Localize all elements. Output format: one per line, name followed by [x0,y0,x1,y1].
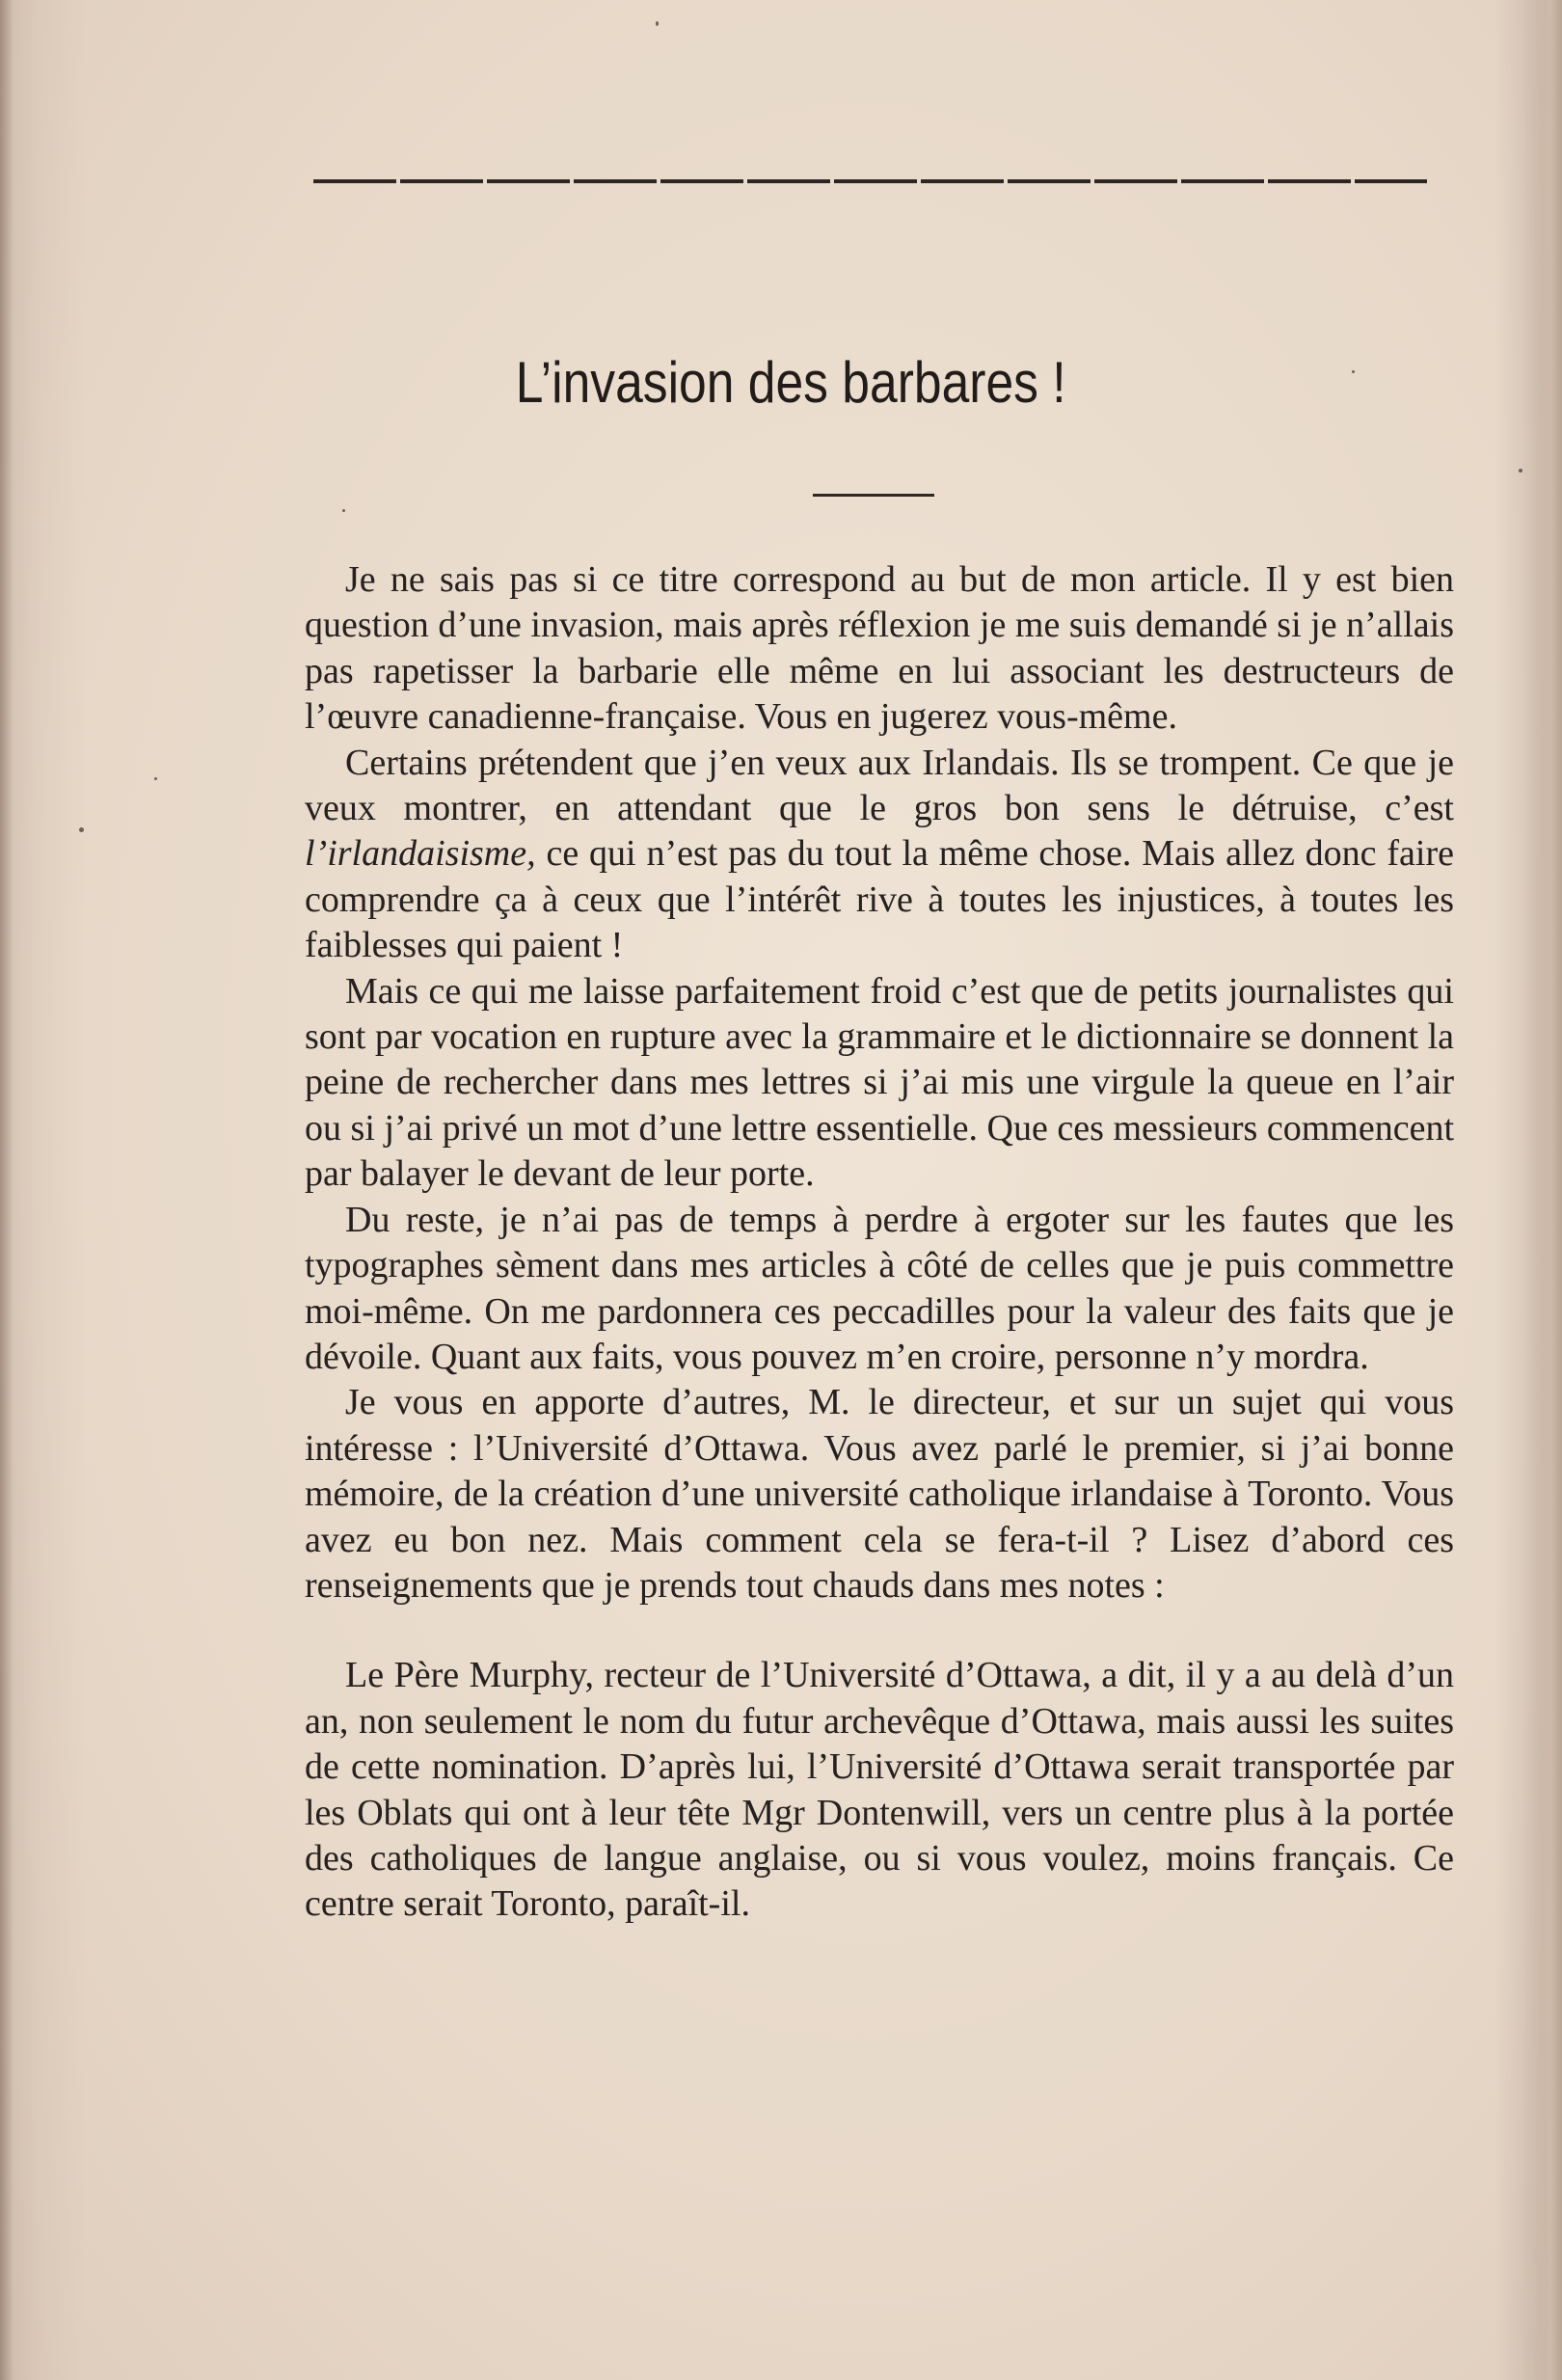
paragraph-4 [305,1198,1454,1381]
paper-speck [79,827,84,832]
paragraph-text: Je vous en apporte d’autres, M. le directeur, et sur un sujet qui vous intéresse : l’Université d’Ottawa. Vous avez parlé le premier, si j’ai bonne mémoire, de la création d’une université catholique irlandaise à Toronto. Vous avez eu bon nez. Mais comment cela se fera-t-il ? Lisez d’abord ces renseignements que je prends tout chauds dans mes notes : [305,1382,1454,1606]
header-rule-texture [313,177,1427,185]
paragraph-5 [305,1380,1454,1609]
paragraph-1 [305,557,1454,741]
paragraph-text: ce qui n’est pas du tout la même chose. Mais allez donc faire comprendre ça à ceux que l’intérêt rive à toutes les injustices, à toutes les faiblesses qui paient ! [305,833,1454,966]
page-edge [1523,0,1562,2380]
paper-speck [1352,370,1355,373]
paragraph-text: Du reste, je n’ai pas de temps à perdre à ergoter sur les fautes que les typographes sèment dans mes articles à côté de celles que je puis commettre moi-même. On me pardonnera ces peccadilles pour la valeur des faits que je dévoile. Quant aux faits, vous pouvez m’en croire, personne n’y mordra. [305,1199,1454,1377]
paper-speck [1519,469,1522,473]
paper-speck [656,21,659,26]
paragraph-text: Le Père Murphy, recteur de l’Université d’Ottawa, a dit, il y a au delà d’un an, non seulement le nom du futur archevêque d’Ottawa, mais aussi les suites de cette nomination. D’après lui, l’Université d’Ottawa serait transportée par les Oblats qui ont à leur tête Mgr Dontenwill, vers un centre plus à la portée des catholiques de langue anglaise, ou si vous voulez, moins français. Ce centre serait Toronto, paraît-il. [305,1655,1454,1925]
paragraph-text: Certains prétendent que j’en veux aux Irlandais. Ils se trompent. Ce que je veux montrer, en attendant que le gros bon sens le détruise, c’est [305,742,1454,829]
paragraph-6 [305,1653,1454,1927]
italic-term: l’irlandaisisme, [305,833,536,875]
paragraph-3 [305,969,1454,1198]
article-body [305,557,1454,1928]
paragraph-text: Je ne sais pas si ce titre correspond au but de mon article. Il y est bien question d’une invasion, mais après réflexion je me suis demandé si je n’allais pas rapetisser la barbarie elle même en lui associant les destructeurs de l’œuvre canadienne-française. Vous en jugerez vous-même. [305,559,1454,738]
title-separator-rule [813,494,934,497]
paper-speck [342,509,345,512]
page-gutter-shadow [0,0,13,2380]
paragraph-text: Mais ce qui me laisse parfaitement froid c’est que de petits journalistes qui sont par vocation en rupture avec la grammaire et le dictionnaire se donnent la peine de rechercher dans mes lettres si j’ai mis une virgule la queue en l’air ou si j’ai privé un mot d’une lettre essentielle. Que ces messieurs commencent par balayer le devant de leur porte. [305,970,1454,1195]
paragraph-2 [305,741,1454,969]
paper-speck [154,777,157,780]
article-title: L’invasion des barbares ! [515,350,1066,415]
